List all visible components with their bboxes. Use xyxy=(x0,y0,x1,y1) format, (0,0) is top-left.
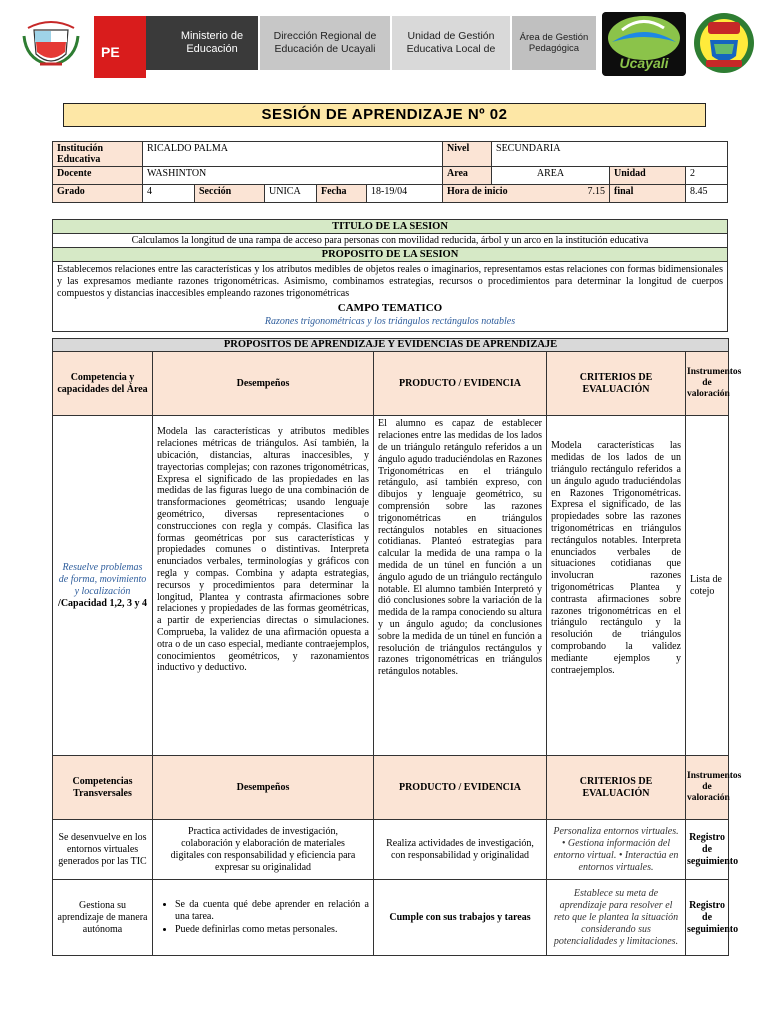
fecha-value: 18-19/04 xyxy=(367,185,443,203)
row2-desempenos: Practica actividades de investigación, colaboración y elaboración de materiales digitales con responsabilidad y eficiencia para expresar su originalidad xyxy=(153,820,374,880)
row2-competencia: Se desenvuelve en los entornos virtuales generados por las TIC xyxy=(53,820,153,880)
final-value: 8.45 xyxy=(686,185,728,203)
nivel-value: SECUNDARIA xyxy=(492,142,728,167)
campo-tematico-value: Razones trigonométricas y los triángulos rectángulos notables xyxy=(264,316,516,327)
session-title: SESIÓN DE APRENDIZAJE Nº 02 xyxy=(63,103,706,127)
header-banner xyxy=(14,8,758,74)
learning-purposes-table xyxy=(52,338,742,956)
list-item: • Se da cuenta qué debe aprender en relación a una tarea. xyxy=(175,899,369,923)
nivel-label: Nivel xyxy=(443,142,492,167)
ugel-label: Unidad de Gestión Educativa Local de xyxy=(392,16,510,70)
row2-producto: Realiza actividades de investigación, con responsabilidad y originalidad xyxy=(374,820,547,880)
list-item: • Puede definirlas como metas personales. xyxy=(175,924,369,936)
seccion-value: UNICA xyxy=(265,185,317,203)
ministry-label: Ministerio de Educación xyxy=(146,16,258,70)
header-producto: PRODUCTO / EVIDENCIA xyxy=(374,352,547,416)
header2-instrumentos: Instrumentos de valoración xyxy=(686,756,729,820)
grado-label: Grado xyxy=(53,185,143,203)
header2-criterios: CRITERIOS DE EVALUACIÓN xyxy=(547,756,686,820)
header-desempenos: Desempeños xyxy=(153,352,374,416)
institucion-label: Institución Educativa xyxy=(53,142,143,167)
row1-criterios: Modela características las medidas de los lados de un triángulo rectángulo referidos a un ángulo agudo traduciéndolas en Razones Trigonométricas. Expresa el significado, de las propiedades sobre las razones trigonométricas en triángulos rectángulos notables. Interpreta enunciados verbales de situaciones cotidianas que involucran razones trigonométricas Plantea y contrasta afirmaciones sobre razones trigonométricas en el triángulo rectángulo y la resolución de triángulos comprobando la validez mediante ejemplos y contraejemplos. xyxy=(547,416,686,756)
gestion-area-label: Área de Gestión Pedagógica xyxy=(512,16,596,70)
campo-tematico-label: CAMPO TEMATICO xyxy=(337,302,443,314)
ucayali-logo-text: Ucayali xyxy=(619,55,669,71)
header2-competencia: Competencias Transversales xyxy=(53,756,153,820)
session-info-table xyxy=(52,141,728,203)
row3-desempenos-list xyxy=(157,899,369,935)
proposito-sesion-text xyxy=(53,262,728,332)
row3-instrumento: Registro de seguimiento xyxy=(686,880,729,956)
header-instrumentos: Instrumentos de valoración xyxy=(686,352,729,416)
row1-producto: El alumno es capaz de establecer relaciones entre las medidas de los lados de un triángulo retángulo referidos a un ángulo agudo traduciéndolas en Razones Trigonométricas en el triángulo retángulo, así también expreso, con dibujos y lenguaje geométrico, su comprensión sobre las razones trigonométricas en triángulos rectángulos notables en situaciones cotidianas. Planteó estrategias para calcular la medida de una rampa o la medida de un túnel en función a un ángulo agudo de un triángulo rectángulo notable. El alumno también Interpretó y dió conclusiones sobre la variación de la medida de la rampa conociendo su altura y un ángulo agudo; da conclusiones sobre la medida de un túnel en función a resolución de triángulos rectángulos y razones trigonométricas en triángulos retángulos notables. xyxy=(374,416,547,756)
row1-desempenos: Modela las características y atributos medibles relaciones métricas de triángulos. Así también, la ubicación, distancias, alturas inaccesibles, y trayectorias complejas; con razones trigonométricas, Expresa el significado de las propiedades en las medidas de las figuras luego de una combinación de transformaciones geométricas; usando lenguaje geométrico, diversas representaciones o construcciones con regla y compás. Clasifica las formas geométricas por sus características y propiedades comunes o distintivas. Interpreta enunciados verbales, terminologías y gráficos con regla y compas. Combina y adapta estrategias, recursos y procedimientos para determinar la longitud, Plantea y contrasta afirmaciones sobre relaciones y propiedades de las formas geométricas, a partir de experiencias directas o simulaciones. Comprueba, la validez de una afirmación opuesta a otra o de un caso especial, mediante contraejemplos, conocimientos geométricos, y razonamientos inductivo y deductivo. xyxy=(153,416,374,756)
peru-coat-of-arms-icon xyxy=(20,14,82,72)
hora-label-text: Hora de inicio xyxy=(447,186,508,197)
unidad-value: 2 xyxy=(686,167,728,185)
unidad-label: Unidad xyxy=(610,167,686,185)
header-competencia: Competencia y capacidades del Área xyxy=(53,352,153,416)
final-label: final xyxy=(610,185,686,203)
titulo-sesion-label: TITULO DE LA SESION xyxy=(53,220,728,234)
area-label: Area xyxy=(443,167,492,185)
hora-value: 7.15 xyxy=(587,186,606,197)
proposito-sesion-label: PROPOSITO DE LA SESION xyxy=(53,248,728,262)
session-purpose-table xyxy=(52,219,728,332)
row2-instrumento: Registro de seguimiento xyxy=(686,820,729,880)
header-criterios: CRITERIOS DE EVALUACIÓN xyxy=(547,352,686,416)
row1-competencia-name: Resuelve problemas de forma, movimiento y localización xyxy=(58,562,147,597)
institucion-value: RICALDO PALMA xyxy=(143,142,443,167)
dre-label: Dirección Regional de Educación de Ucayali xyxy=(260,16,390,70)
row1-capacidad: /Capacidad 1,2, 3 y 4 xyxy=(58,597,147,609)
school-crest-icon xyxy=(692,10,756,76)
table-caption: PROPOSITOS DE APRENDIZAJE Y EVIDENCIAS DE APRENDIZAJE xyxy=(53,339,729,352)
hora-inicio-label xyxy=(443,185,610,203)
ucayali-logo-icon xyxy=(602,12,686,76)
docente-label: Docente xyxy=(53,167,143,185)
row2-criterios: Personaliza entornos virtuales. • Gestiona información del entorno virtual. • Interactúa en entornos virtuales. xyxy=(547,820,686,880)
proposito-paragraph: Establecemos relaciones entre las características y los atributos medibles de objetos reales o imaginarios, representamos estas relaciones con formas bidimensionales y las expresamos mediante razones trigonométricas. Asimismo, combinamos estrategias, recursos o procedimientos para determinar la longitud de cuerpos compuestos y distancias inaccesibles empleando razones trigonométricas xyxy=(57,264,723,299)
header2-producto: PRODUCTO / EVIDENCIA xyxy=(374,756,547,820)
row3-criterios: Establece su meta de aprendizaje para resolver el reto que le plantea la situación considerando sus potencialidades y limitaciones. xyxy=(547,880,686,956)
docente-value: WASHINTON xyxy=(143,167,443,185)
row3-desempenos xyxy=(153,880,374,956)
area-value: AREA xyxy=(492,167,610,185)
titulo-sesion-value: Calculamos la longitud de una rampa de acceso para personas con movilidad reducida, árbol y un arco en la institución educativa xyxy=(53,234,728,248)
grado-value: 4 xyxy=(143,185,195,203)
fecha-label: Fecha xyxy=(317,185,367,203)
row3-producto: Cumple con sus trabajos y tareas xyxy=(374,880,547,956)
row3-competencia: Gestiona su aprendizaje de manera autónoma xyxy=(53,880,153,956)
peru-brand-mark: PE xyxy=(94,16,146,78)
seccion-label: Sección xyxy=(195,185,265,203)
row1-competencia xyxy=(53,416,153,756)
row1-instrumento: Lista de cotejo xyxy=(686,416,729,756)
header2-desempenos: Desempeños xyxy=(153,756,374,820)
